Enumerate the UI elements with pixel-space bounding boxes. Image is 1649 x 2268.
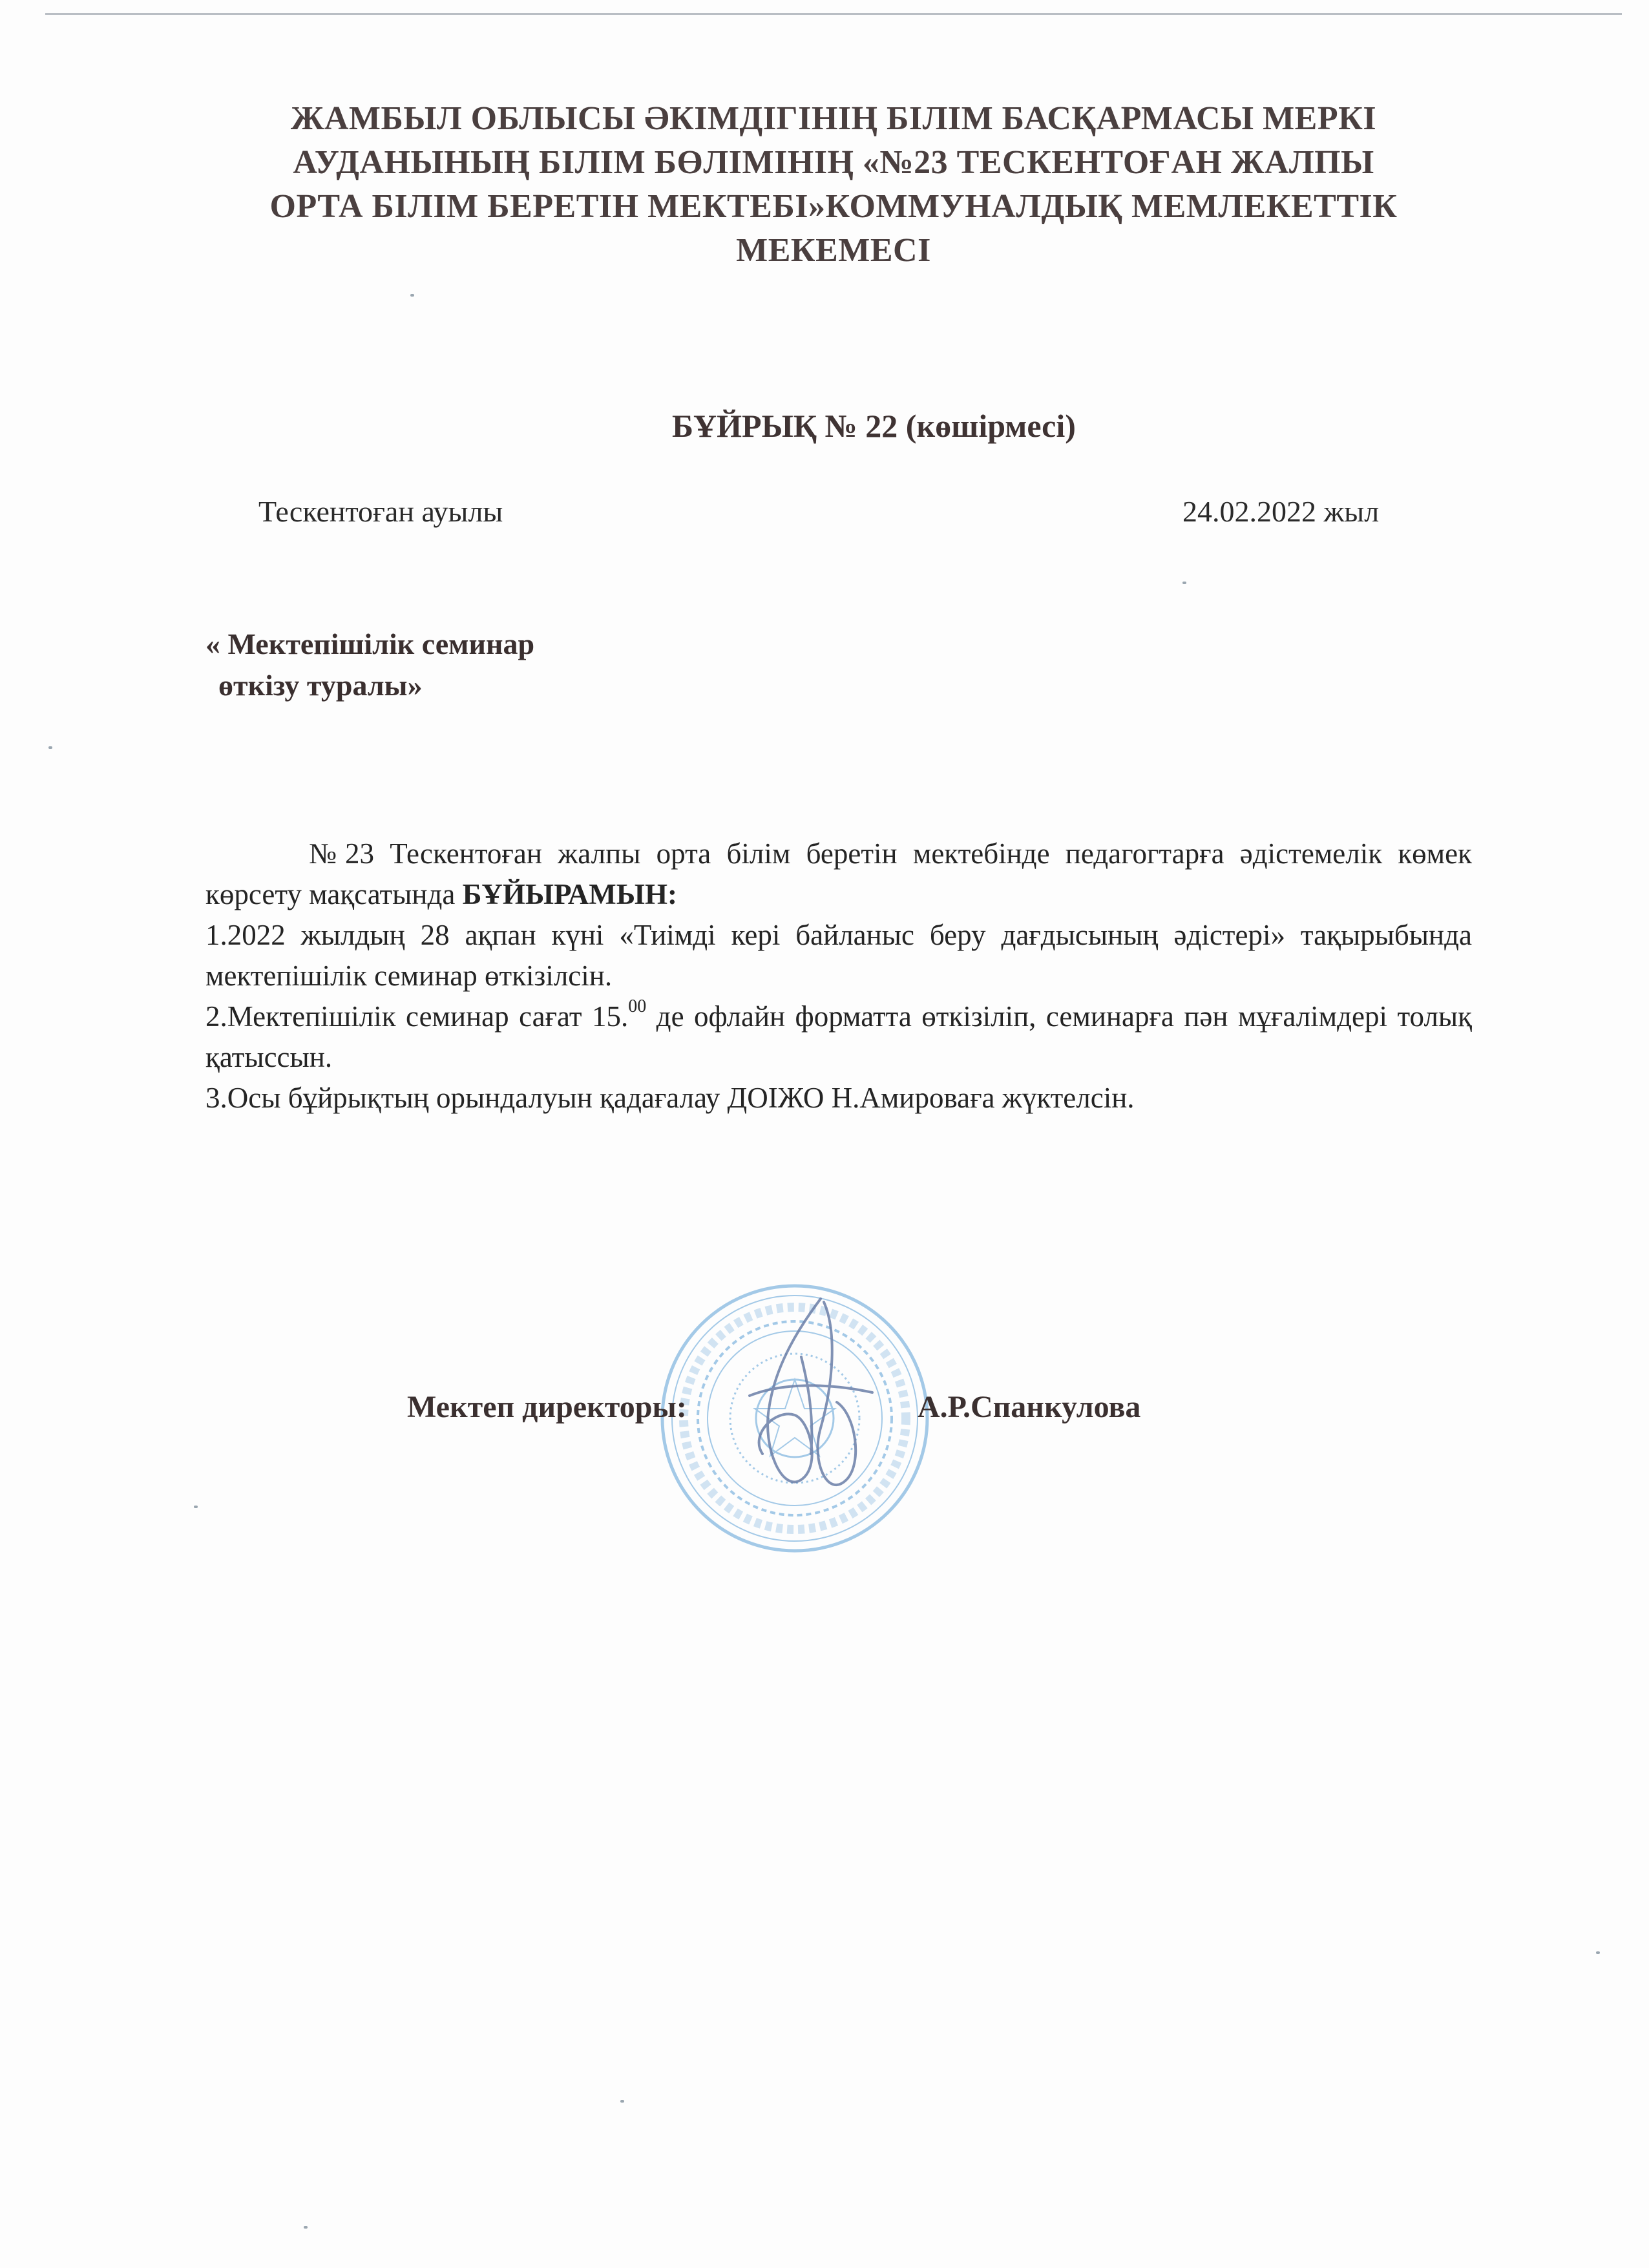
scan-speck: [620, 2100, 624, 2103]
item-2-text-end: де офлайн форматта өткізіліп, семинарға пән мұғалімдері толық қатыссын.: [205, 1000, 1472, 1073]
header-line: АУДАНЫНЫҢ БІЛІМ БӨЛІМІНІҢ «№23 ТЕСКЕНТОҒАН ЖАЛПЫ: [293, 144, 1374, 181]
institution-header: [194, 97, 1473, 273]
signatory-name: А.Р.Спанкулова: [918, 1390, 1141, 1424]
scan-speck: [1596, 1951, 1600, 1954]
header-line: МЕКЕМЕСІ: [736, 232, 931, 269]
subject-line: өткізу туралы»: [218, 669, 423, 702]
scan-speck: [48, 746, 52, 749]
subject-line: « Мектепішілік семинар: [205, 627, 535, 660]
director-signature: [724, 1286, 892, 1512]
order-place: Тескентоған ауылы: [258, 495, 503, 528]
item-2-text-start: 2.Мектепішілік семинар сағат 15.: [205, 1000, 629, 1033]
order-body: [205, 834, 1472, 1118]
scan-speck: [410, 294, 414, 297]
time-superscript: 00: [628, 996, 647, 1016]
order-item-1: 1.2022 жылдың 28 ақпан күні «Тиімді кері байланыс беру дағдысының әдістері» тақырыбында мектепішілік семинар өткізілсін.: [205, 919, 1472, 992]
order-date: 24.02.2022 жыл: [1182, 495, 1380, 528]
signatory-role: Мектеп директоры:: [407, 1390, 687, 1424]
scan-speck: [1182, 582, 1186, 584]
scan-top-edge: [45, 13, 1622, 15]
order-item-3: 3.Осы бұйрықтың орындалуын қадағалау ДОІЖО Н.Амироваға жүктелсін.: [205, 1082, 1135, 1114]
order-item-2: [205, 996, 1472, 1078]
header-line: ЖАМБЫЛ ОБЛЫСЫ ӘКІМДІГІНІҢ БІЛІМ БАСҚАРМАСЫ МЕРКІ: [290, 100, 1377, 137]
intro-text: №23 Тескентоған жалпы орта білім беретін мектебінде педагогтарға әдістемелік көмек көрсету мақсатында: [205, 837, 1472, 910]
order-directive: БҰЙЫРАМЫН:: [462, 878, 677, 910]
header-line: ОРТА БІЛІМ БЕРЕТІН МЕКТЕБІ»КОММУНАЛДЫҚ МЕМЛЕКЕТТІК: [269, 188, 1398, 225]
intro-paragraph: [205, 834, 1472, 915]
order-title: БҰЙРЫҚ № 22 (көшірмесі): [672, 408, 1076, 444]
order-subject: [205, 624, 534, 706]
scan-speck: [194, 1506, 198, 1508]
scan-speck: [304, 2226, 308, 2229]
